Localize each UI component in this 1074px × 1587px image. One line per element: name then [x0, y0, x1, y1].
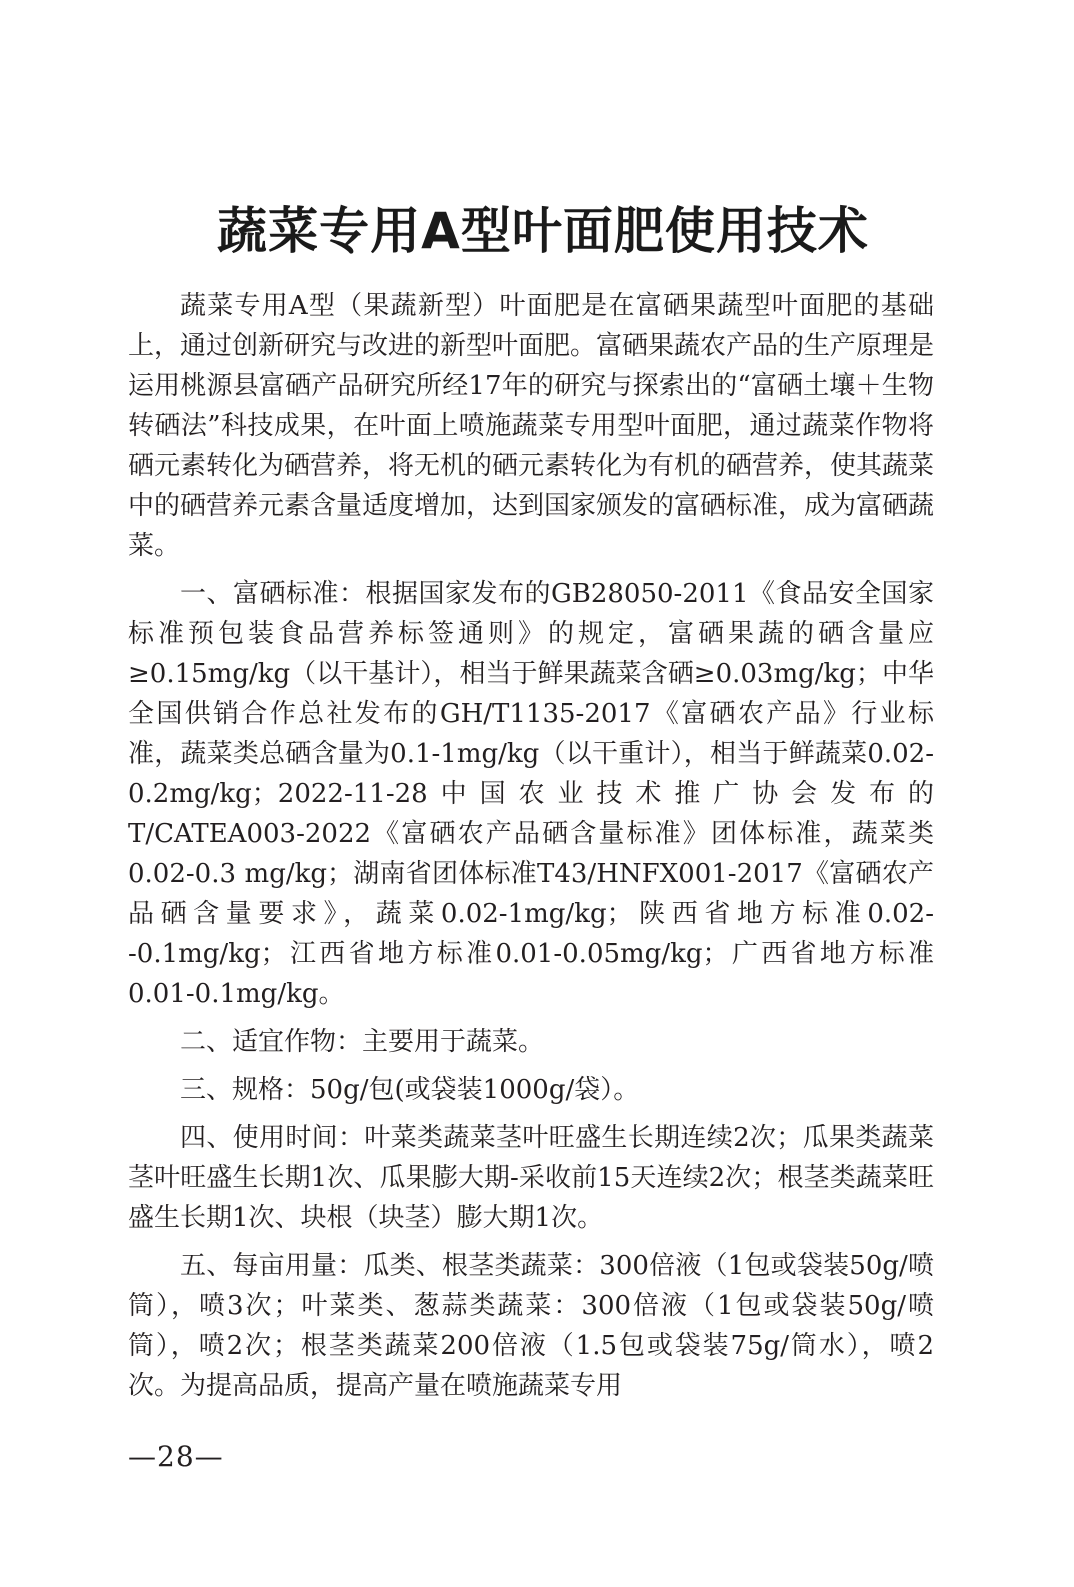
section-text: 主要用于蔬菜。 [362, 1027, 545, 1057]
intro-paragraph: 蔬菜专用A型（果蔬新型）叶面肥是在富硒果蔬型叶面肥的基础上，通过创新研究与改进的新型叶面肥。富硒果蔬农产品的生产原理是运用桃源县富硒产品研究所经17年的研究与探索出的“富硒土壤＋生物转硒法”科技成果，在叶面上喷施蔬菜专用型叶面肥，通过蔬菜作物将硒元素转化为硒营养，将无机的硒元素转化为有机的硒营养，使其蔬菜中的硒营养元素含量适度增加，达到国家颁发的富硒标准，成为富硒蔬菜。 [128, 291, 935, 561]
document-title: 蔬菜专用A型叶面肥使用技术 [217, 202, 869, 260]
section-specification [128, 1070, 934, 1110]
section-text: 根据国家发布的GB28050-2011《食品安全国家标准预包装食品营养标签通则》的规定，富硒果蔬的硒含量应≥0.15mg/kg（以干基计），相当于鲜果蔬菜含硒≥0.03mg/kg；中华全国供销合作总社发布的GH/T1135-2017《富硒农产品》行业标准，蔬菜类总硒含量为0.1-1mg/kg（以干重计），相当于鲜蔬菜0.02-0.2mg/kg；2022-11-28中国农业技术推广协会发布的T/CATEA003-2022《富硒农产品硒含量标准》团体标准，蔬菜类0.02-0.3 mg/kg；湖南省团体标准T43/HNFX001-2017《富硒农产品硒含量要求》，蔬菜0.02-1mg/kg；陕西省地方标准0.02--0.1mg/kg；江西省地方标准0.01-0.05mg/kg；广西省地方标准0.01-0.1mg/kg。 [128, 579, 934, 1009]
section-selenium-standard [128, 574, 934, 1014]
section-heading: 一、富硒标准： [180, 579, 366, 609]
section-heading: 五、每亩用量： [180, 1251, 364, 1281]
document-body [128, 286, 934, 1406]
section-heading: 二、适宜作物： [180, 1027, 363, 1057]
section-heading: 三、规格： [180, 1075, 311, 1105]
section-text: 叶菜类蔬菜茎叶旺盛生长期连续2次；瓜果类蔬菜茎叶旺盛生长期1次、瓜果膨大期-采收前15天连续2次；根茎类蔬菜旺盛生长期1次、块根（块茎）膨大期1次。 [128, 1123, 934, 1233]
section-text: 瓜类、根茎类蔬菜：300倍液（1包或袋装50g/喷筒），喷3次；叶菜类、葱蒜类蔬菜：300倍液（1包或袋装50g/喷筒），喷2次；根茎类蔬菜200倍液（1.5包或袋装75g/筒水），喷2次。为提高品质，提高产量在喷施蔬菜专用 [128, 1251, 934, 1401]
section-suitable-crops [128, 1022, 934, 1062]
section-dosage-per-mu [128, 1246, 934, 1406]
page-number: —28— [128, 1440, 224, 1473]
section-heading: 四、使用时间： [180, 1123, 365, 1153]
section-application-time [128, 1118, 934, 1238]
section-text: 50g/包(或袋装1000g/袋）。 [310, 1075, 640, 1105]
